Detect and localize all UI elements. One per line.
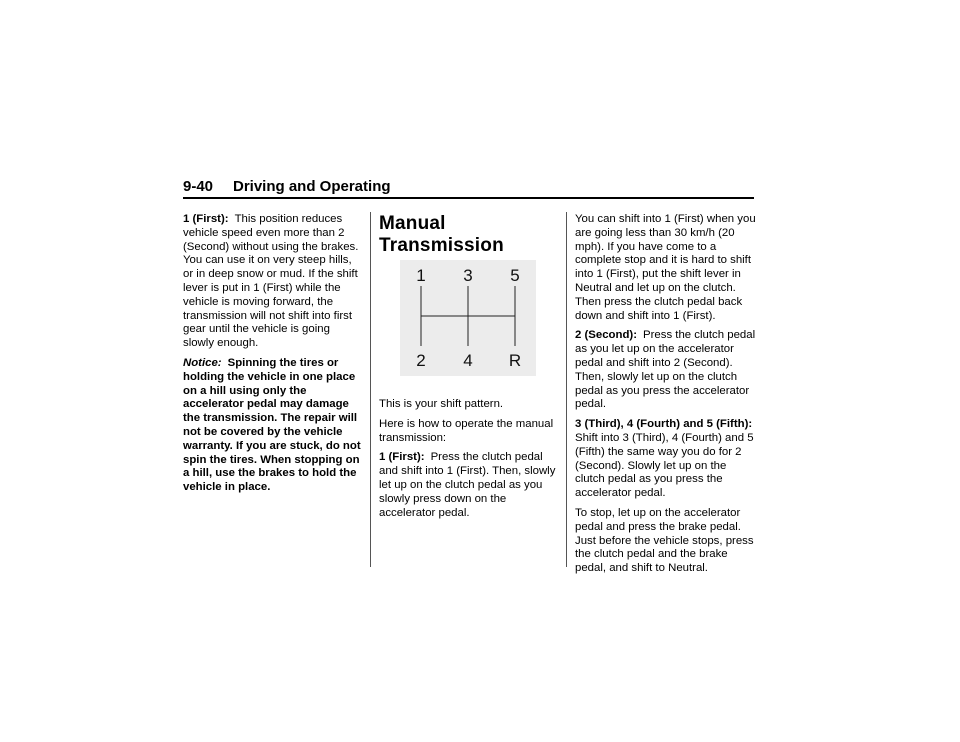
gear-label-bottom: 2	[416, 351, 426, 370]
notice-label: Notice:	[183, 356, 222, 369]
column-2-body	[379, 398, 557, 526]
stopping-paragraph: To stop, let up on the accelerator pedal and press the brake pedal. Just before the vehicle stops, press the clutch pedal and the brake pedal, and shift to Neutral.	[575, 506, 754, 575]
third-fourth-fifth-paragraph	[575, 418, 757, 501]
manual-transmission-heading: Manual Transmission	[379, 213, 504, 256]
first-gear-instructions	[379, 451, 557, 520]
column-3	[575, 213, 757, 582]
gear-label-top: 1	[416, 266, 426, 285]
first-gear-paragraph	[183, 213, 363, 351]
section-title: Driving and Operating	[233, 178, 391, 195]
first-gear-instructions-text: Press the clutch pedal and shift into 1 (First). Then, slowly let up on the clutch pedal as you slowly press down on the accelerator pedal.	[379, 451, 556, 519]
third-fourth-fifth-label: 3 (Third), 4 (Fourth) and 5 (Fifth):	[575, 418, 753, 431]
second-gear-text: Press the clutch pedal as you let up on the accelerator pedal and shift into 2 (Second). Then, slowly let up on the clutch pedal as you press the accelerator pedal.	[575, 329, 756, 411]
second-gear-paragraph	[575, 329, 757, 412]
gear-label-top: 5	[510, 266, 520, 285]
shift-pattern-caption: This is your shift pattern.	[379, 398, 504, 410]
gear-label-bottom: R	[508, 351, 522, 370]
third-fourth-fifth-text: Shift into 3 (Third), 4 (Fourth) and 5 (Fifth) the same way you do for 2 (Second). Slowly let up on the clutch pedal as you press the accelerator pedal.	[575, 431, 754, 500]
column-divider-1	[370, 212, 371, 567]
gear-label-top: 3	[463, 266, 473, 285]
column-1	[183, 213, 363, 501]
shift-pattern-figure	[400, 260, 536, 376]
header-rule	[183, 197, 754, 199]
notice-text: Spinning the tires or holding the vehicle in one place on a hill using only the accelerator pedal may damage the transmission. The repair will not be covered by the vehicle warranty. If you are stuck, do not spin the tires. When stopping on a hill, use the brakes to hold the vehicle in place.	[183, 356, 361, 494]
first-gear-label: 1 (First):	[183, 213, 229, 225]
notice-paragraph	[183, 357, 363, 495]
first-gear-speed-paragraph: You can shift into 1 (First) when you are going less than 30 km/h (20 mph). If you have come to a complete stop and it is hard to shift into 1 (First), put the shift lever in Neutral and let up on the clutch. Then press the clutch pedal back down and shift into 1 (First).	[575, 213, 756, 322]
column-divider-2	[566, 212, 567, 567]
page-number: 9-40	[183, 178, 214, 195]
page-header	[183, 178, 753, 198]
first-gear-instructions-label: 1 (First):	[379, 451, 425, 464]
column-2	[379, 213, 557, 257]
gear-label-bottom: 4	[463, 351, 473, 370]
operate-intro: Here is how to operate the manual transmission:	[379, 417, 554, 444]
second-gear-label: 2 (Second):	[575, 329, 638, 342]
first-gear-text: This position reduces vehicle speed even more than 2 (Second) without using the brakes. You can use it on very steep hills, or in deep snow or mud. If the shift lever is put in 1 (First) while the vehicle is moving forward, the transmission will not shift into first gear until the vehicle is going slowly enough.	[183, 213, 359, 350]
